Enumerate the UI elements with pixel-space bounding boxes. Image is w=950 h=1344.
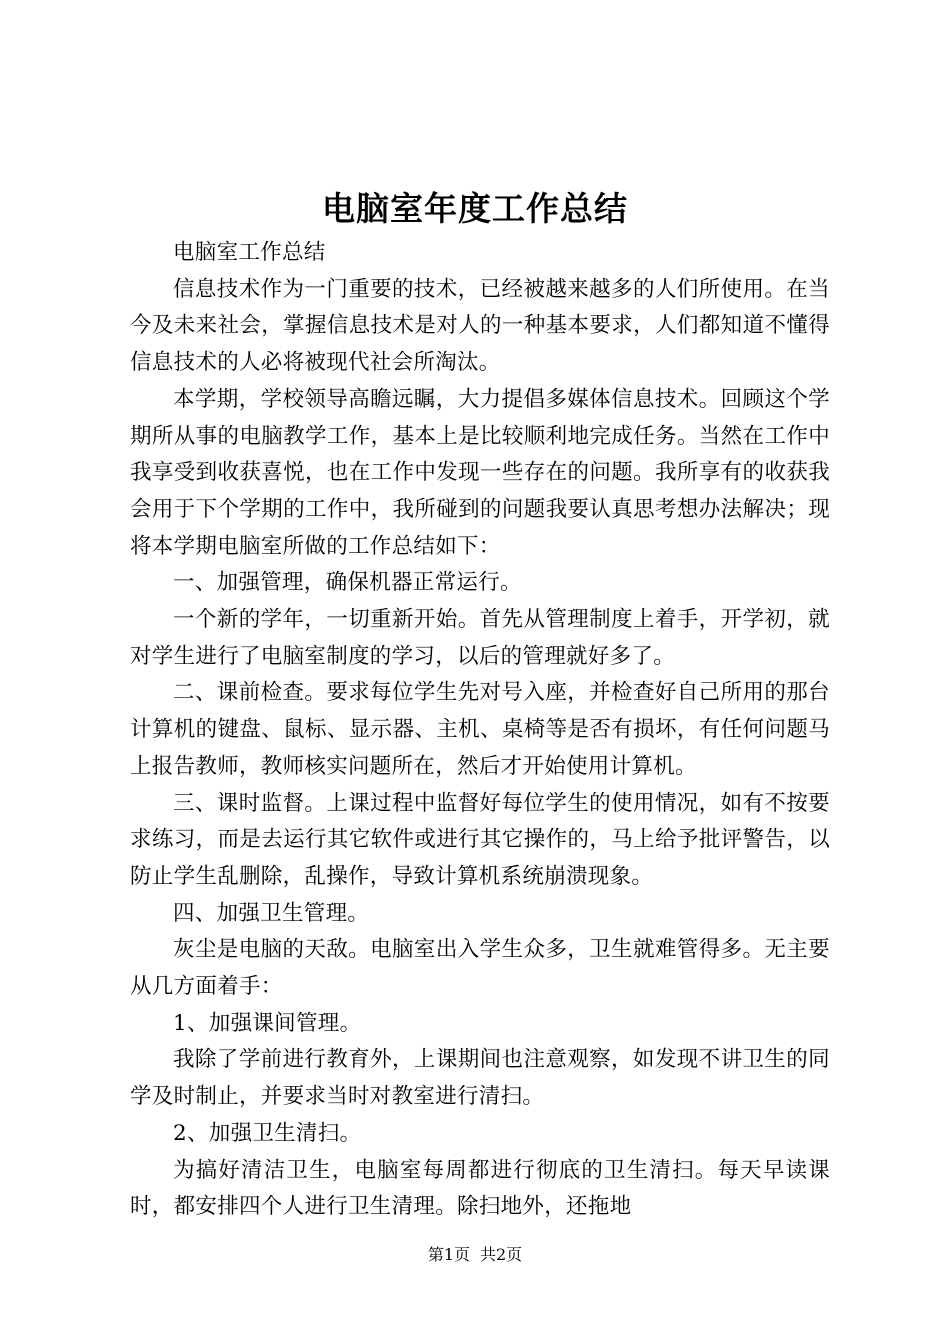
paragraph-subtitle: 电脑室工作总结 — [173, 240, 326, 265]
document-body — [130, 235, 830, 1226]
paragraph-subsection-2: 为搞好清洁卫生，电脑室每周都进行彻底的卫生清扫。每天早读课时，都安排四个人进行卫生清理。除扫地外，还拖地 — [130, 1157, 830, 1220]
paragraph-section-1: 一个新的学年，一切重新开始。首先从管理制度上着手，开学初，就对学生进行了电脑室制度的学习，以后的管理就好多了。 — [130, 607, 830, 669]
heading-section-4: 四、加强卫生管理。 — [173, 900, 370, 926]
heading-subsection-2: 2、加强卫生清扫。 — [173, 1120, 362, 1146]
page-total: 共2页 — [480, 1245, 523, 1264]
document-title: 电脑室年度工作总结 — [322, 189, 628, 228]
paragraph-section-3: 三、课时监督。上课过程中监督好每位学生的使用情况，如有不按要求练习，而是去运行其它软件或进行其它操作的，马上给予批评警告，以防止学生乱删除，乱操作，导致计算机系统崩溃现象。 — [130, 790, 830, 889]
page-footer — [0, 1244, 950, 1266]
paragraph-subsection-1: 我除了学前进行教育外，上课期间也注意观察，如发现不讲卫生的同学及时制止，并要求当时对教室进行清扫。 — [130, 1047, 830, 1110]
paragraph-section-4: 灰尘是电脑的天敌。电脑室出入学生众多，卫生就难管得多。无主要从几方面着手： — [130, 937, 830, 1000]
paragraph-semester-review: 本学期，学校领导高瞻远瞩，大力提倡多媒体信息技术。回顾这个学期所从事的电脑教学工作，基本上是比较顺利地完成任务。当然在工作中我享受到收获喜悦，也在工作中发现一些存在的问题。我所享有的收获我会用于下个学期的工作中，我所碰到的问题我要认真思考想办法解决；现将本学期电脑室所做的工作总结如下： — [130, 386, 830, 559]
heading-subsection-1: 1、加强课间管理。 — [173, 1010, 362, 1036]
paragraph-section-2: 二、课前检查。要求每位学生先对号入座，并检查好自己所用的那台计算机的键盘、鼠标、显示器、主机、桌椅等是否有损坏，有任何问题马上报告教师，教师核实问题所在，然后才开始使用计算机。 — [130, 680, 830, 779]
paragraph-intro: 信息技术作为一门重要的技术，已经被越来越多的人们所使用。在当今及未来社会，掌握信息技术是对人的一种基本要求，人们都知道不懂得信息技术的人必将被现代社会所淘汰。 — [130, 276, 830, 376]
heading-section-1: 一、加强管理，确保机器正常运行。 — [173, 570, 522, 596]
page-number: 第1页 — [427, 1245, 470, 1264]
